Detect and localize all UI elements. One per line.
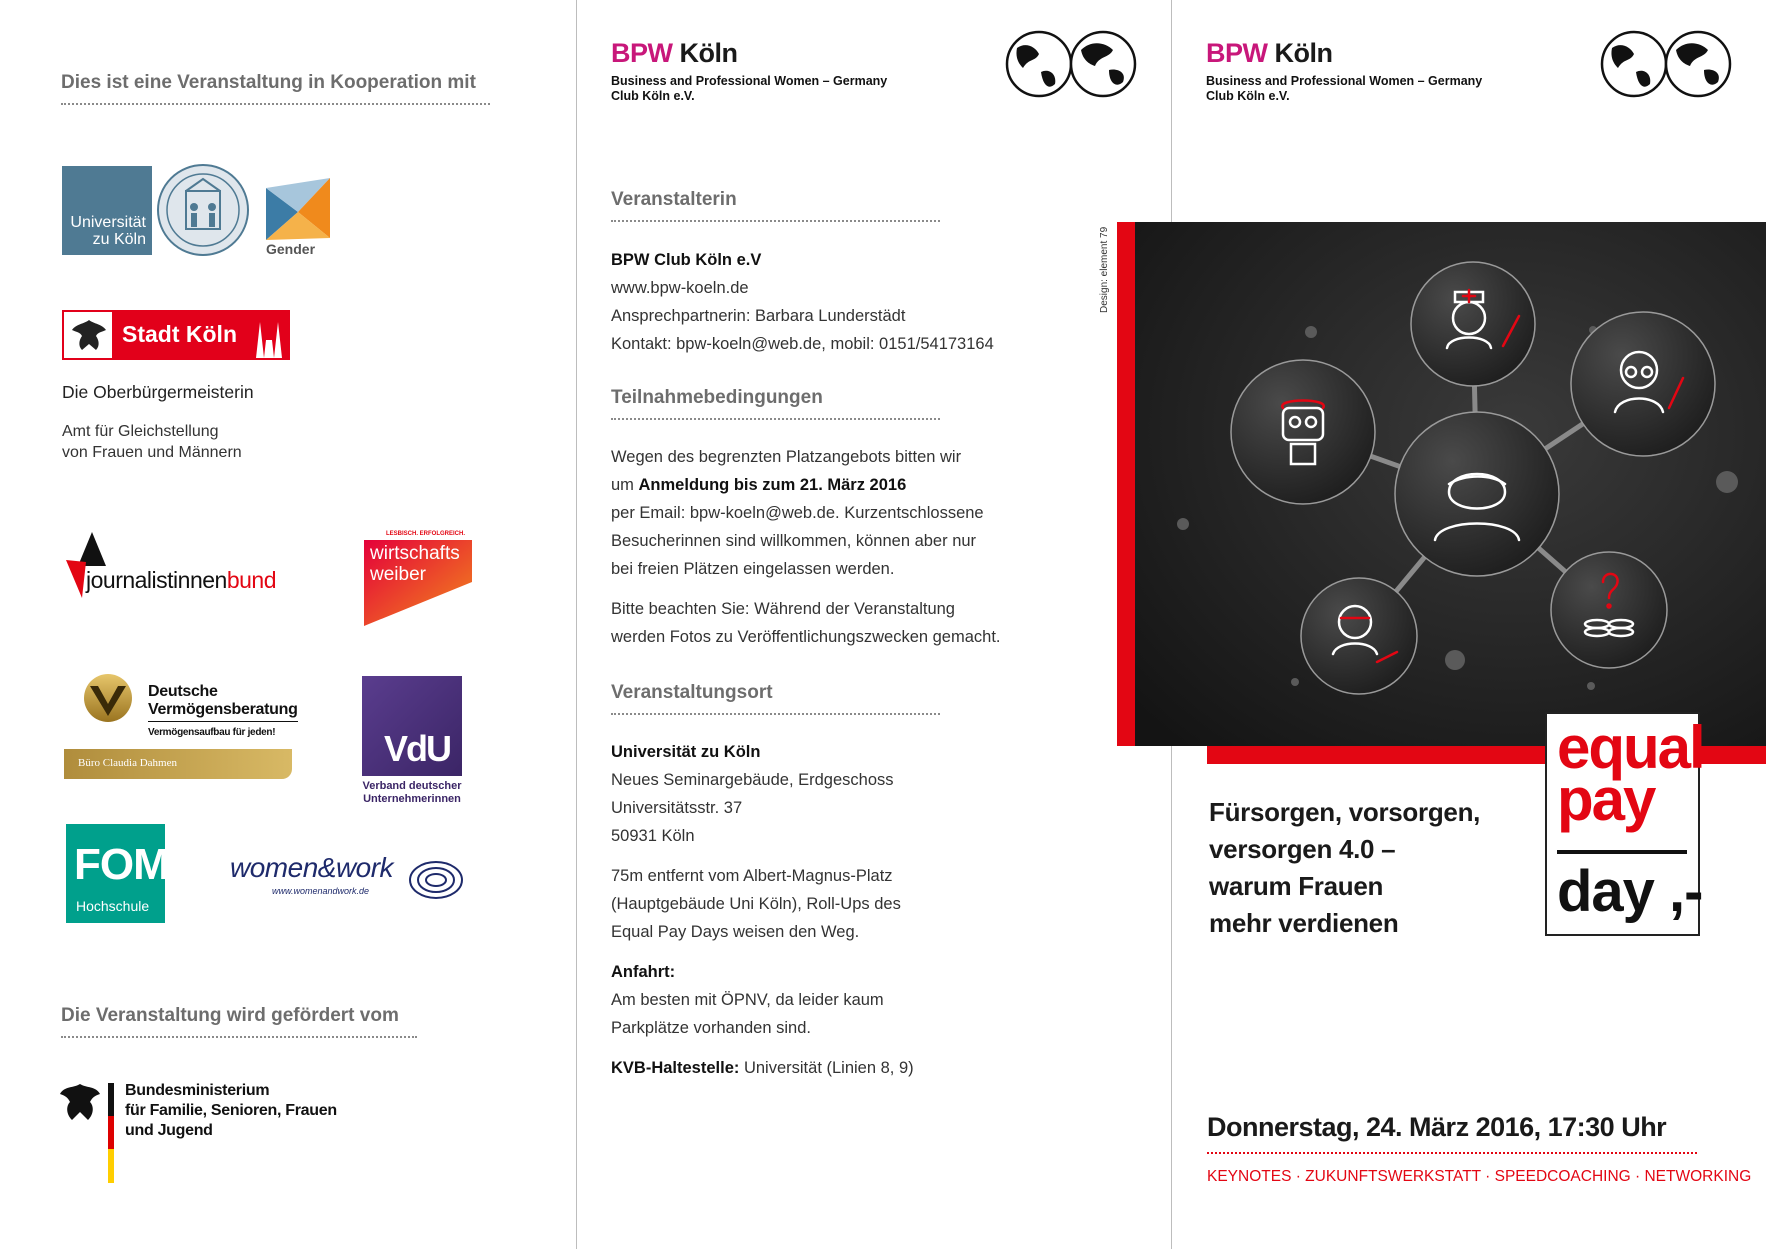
bpw-subtitle (611, 74, 887, 104)
location-line3: 50931 Köln (611, 827, 695, 845)
location-line4: 75m entfernt vom Albert-Magnus-Platz (611, 867, 893, 885)
dvag-emblem-icon (78, 672, 138, 724)
ministry-line1: Bundesministerium (125, 1082, 270, 1099)
location-line1: Neues Seminargebäude, Erdgeschoss (611, 771, 894, 789)
epd-pay: pay (1557, 766, 1655, 833)
flag-bar (108, 1083, 114, 1183)
kvb-value: Universität (Linien 8, 9) (739, 1059, 914, 1077)
ministry-line3: und Jugend (125, 1122, 213, 1139)
dvag-line2: Vermögensberatung (148, 701, 298, 718)
conditions-line3: per Email: bpw-koeln@web.de. Kurzentschlossene (611, 504, 984, 522)
conditions-line5: bei freien Plätzen eingelassen werden. (611, 560, 895, 578)
womenwork-swirl-icon (408, 858, 464, 902)
fom-logo (66, 824, 169, 923)
coop-divider (61, 103, 490, 105)
bpw-text-right: BPW (1206, 38, 1268, 68)
globes-icon (1005, 28, 1137, 98)
conditions-line4: Besucherinnen sind willkommen, können aber nur (611, 532, 977, 550)
location-heading: Veranstaltungsort (611, 682, 773, 703)
bpw-koeln-title-right (1206, 38, 1333, 69)
organizer-name: BPW Club Köln e.V (611, 251, 762, 269)
design-credit: Design: element 79 (1099, 226, 1110, 313)
robot-bubble (1231, 360, 1375, 504)
conditions-line1: Wegen des begrenzten Platzangebots bitten wir (611, 448, 962, 466)
stadt-office-line1: Amt für Gleichstellung (62, 423, 219, 440)
bpw-subtitle-right (1206, 74, 1482, 104)
fom-abbr: FOM (74, 840, 169, 889)
travel-label: Anfahrt: (611, 963, 676, 981)
woman-center-bubble (1395, 412, 1559, 576)
headline-line4: mehr verdienen (1209, 908, 1399, 938)
journalistinnen-text: journalistinnen (86, 567, 227, 593)
travel-line1: Am besten mit ÖPNV, da leider kaum (611, 991, 884, 1009)
location-line5: (Hauptgebäude Uni Köln), Roll-Ups des (611, 895, 901, 913)
globes-icon-right (1600, 28, 1732, 98)
bundesadler-icon (58, 1080, 102, 1124)
journalistinnenbund-logo (86, 567, 276, 594)
organizer-divider (611, 220, 940, 222)
coop-heading: Dies ist eine Veranstaltung in Kooperation mit (61, 72, 476, 93)
gender-logo-icon (262, 166, 336, 248)
left-panel (0, 0, 576, 1249)
ministry-name (125, 1081, 337, 1141)
location-block (611, 738, 914, 1082)
headline-line1: Fürsorgen, vorsorgen, (1209, 797, 1481, 827)
vdu-line1: Verband deutscher (362, 780, 462, 792)
eagle-icon (70, 316, 108, 354)
womenwork-logo: women&work (230, 852, 394, 883)
wirtschaftsweiber-logo (370, 543, 460, 585)
gender-label: Gender (266, 241, 316, 257)
location-line6: Equal Pay Days weisen den Weg. (611, 923, 860, 941)
dvag-office: Büro Claudia Dahmen (78, 757, 177, 769)
bpw-koeln-title (611, 38, 738, 69)
red-vertical-bar (1117, 222, 1135, 746)
vdu-abbr: VdU (384, 728, 450, 769)
conditions-line2a: um (611, 476, 639, 494)
travel-line2: Parkplätze vorhanden sind. (611, 1019, 811, 1037)
dvag-line1: Deutsche (148, 683, 218, 700)
sponsor-heading: Die Veranstaltung wird gefördert vom (61, 1005, 399, 1026)
vdu-line2: Unternehmerinnen (363, 793, 461, 805)
event-tags: KEYNOTES · ZUKUNFTSWERKSTATT · SPEEDCOACHING · NETWORKING (1207, 1168, 1752, 1185)
bpw-sub-right-line1: Business and Professional Women – Germany (1206, 74, 1483, 88)
kvb-line (611, 1054, 914, 1082)
nurse-bubble (1411, 262, 1535, 386)
stadt-office-line2: von Frauen und Männern (62, 444, 242, 461)
uni-logo-line2: zu Köln (92, 231, 146, 248)
uni-koeln-logo (62, 166, 152, 255)
kvb-label: KVB-Haltestelle: (611, 1059, 740, 1077)
ww-tagline: LESBISCH. ERFOLGREICH. (386, 531, 466, 537)
location-divider (611, 713, 940, 715)
illustration-network (1135, 222, 1766, 746)
epd-rule (1557, 850, 1687, 854)
epd-equal-pay (1557, 714, 1704, 833)
middle-panel (577, 0, 1171, 1249)
bpw-sub-right-line2: Club Köln e.V. (1206, 89, 1290, 103)
ww-line1: wirtschafts (370, 543, 460, 564)
conditions-line6: Bitte beachten Sie: Während der Veranstaltung (611, 600, 955, 618)
koeln-text-right: Köln (1274, 38, 1333, 68)
dom-icon (252, 318, 286, 358)
organizer-heading: Veranstalterin (611, 189, 737, 210)
registration-deadline: Anmeldung bis zum 21. März 2016 (638, 476, 907, 494)
uni-logo-line1: Universität (70, 214, 146, 231)
stadt-office (62, 421, 242, 463)
bpw-sub-line1: Business and Professional Women – Germany (611, 74, 888, 88)
location-name: Universität zu Köln (611, 743, 761, 761)
headline-line2: versorgen 4.0 – (1209, 834, 1396, 864)
stadt-koeln-logo (62, 310, 290, 360)
epd-day: day ,- (1557, 859, 1703, 924)
location-line2: Universitätsstr. 37 (611, 799, 743, 817)
fom-sub: Hochschule (76, 898, 150, 914)
uni-seal-icon (156, 163, 250, 257)
organizer-block (611, 246, 994, 358)
event-headline (1209, 794, 1480, 942)
epd-equal: equal (1557, 714, 1704, 781)
bund-text: bund (226, 567, 276, 593)
womenwork-url: www.womenandwork.de (272, 886, 370, 896)
ministry-line2: für Familie, Senioren, Frauen (125, 1102, 337, 1119)
grandma-bubble (1571, 312, 1715, 456)
organizer-contact: Kontakt: bpw-koeln@web.de, mobil: 0151/54173164 (611, 335, 994, 353)
conditions-divider (611, 418, 940, 420)
organizer-web: www.bpw-koeln.de (611, 279, 749, 297)
vdu-logo (362, 676, 462, 776)
conditions-heading: Teilnahmebedingungen (611, 387, 823, 408)
conditions-block (611, 443, 1001, 651)
bpw-text: BPW (611, 38, 673, 68)
ww-line2: weiber (370, 564, 426, 585)
bpw-sub-line2: Club Köln e.V. (611, 89, 695, 103)
coins-bubble (1551, 552, 1667, 668)
event-date: Donnerstag, 24. März 2016, 17:30 Uhr (1207, 1112, 1667, 1142)
conditions-line2 (611, 471, 1001, 499)
date-divider (1207, 1152, 1697, 1154)
headline-line3: warum Frauen (1209, 871, 1384, 901)
sponsor-divider (61, 1036, 417, 1038)
dvag-line3: Vermögensaufbau für jeden! (148, 721, 298, 742)
equal-pay-day-logo (1545, 712, 1704, 936)
dvag-office-bar (64, 749, 292, 779)
conditions-line7: werden Fotos zu Veröffentlichungszwecken gemacht. (611, 628, 1001, 646)
vdu-caption (362, 780, 462, 806)
organizer-contact-person: Ansprechpartnerin: Barbara Lunderstädt (611, 307, 906, 325)
stadt-koeln-label: Stadt Köln (122, 321, 237, 347)
koeln-text: Köln (679, 38, 738, 68)
dvag-logo (148, 683, 298, 742)
stadt-role: Die Oberbürgermeisterin (62, 382, 254, 402)
masked-woman-bubble (1301, 578, 1417, 694)
